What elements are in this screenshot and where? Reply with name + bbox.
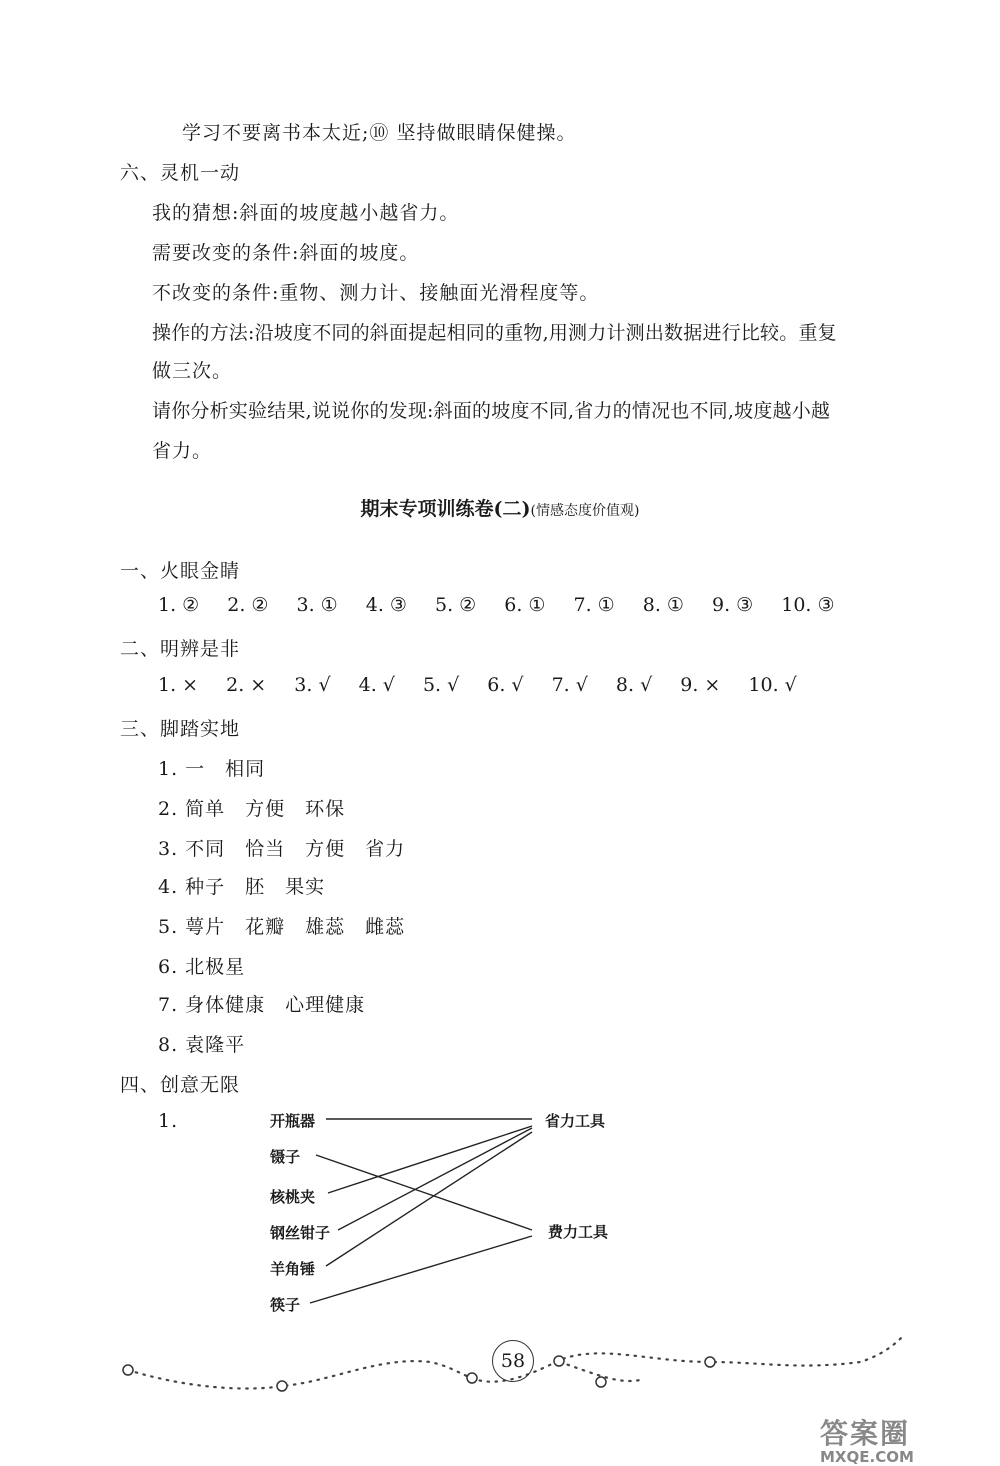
answer-item: 1. × [158, 674, 199, 696]
heading-three: 三、脚踏实地 [120, 718, 241, 740]
dotted-curve [128, 1361, 472, 1388]
page-number: 58 [492, 1340, 534, 1382]
decor-dot [277, 1381, 287, 1391]
answer-item: 3. √ [294, 674, 331, 696]
answer-item: 8. ① [642, 594, 684, 616]
answer-item: 3. ① [296, 594, 338, 616]
text-change: 需要改变的条件:斜面的坡度。 [152, 242, 420, 264]
list-item: 8. 袁隆平 [158, 1034, 246, 1056]
text-line-continuation: 学习不要离书本太近;⑩ 坚持做眼睛保健操。 [182, 122, 577, 144]
right-item-labor-saving: 省力工具 [545, 1112, 606, 1130]
answer-item: 6. √ [487, 674, 524, 696]
heading-six: 六、灵机一动 [120, 162, 241, 184]
answer-item: 1. ② [158, 594, 200, 616]
list-item: 5. 萼片 花瓣 雄蕊 雌蕊 [158, 916, 406, 938]
list-item: 4. 种子 胚 果实 [158, 876, 326, 898]
text-method-2: 做三次。 [152, 360, 233, 382]
text-result-2: 省力。 [152, 440, 213, 462]
decor-dot [596, 1377, 606, 1387]
answer-item: 8. √ [615, 674, 653, 696]
answer-item: 2. ② [227, 594, 269, 616]
right-item-labor-consuming: 费力工具 [548, 1223, 609, 1241]
heading-four: 四、创意无限 [120, 1074, 241, 1096]
watermark-url: MXQE.COM [820, 1448, 914, 1466]
text-result-1: 请你分析实验结果,说说你的发现:斜面的坡度不同,省力的情况也不同,坡度越小越 [152, 400, 831, 422]
heading-one: 一、火眼金睛 [120, 560, 241, 582]
decor-dot [554, 1356, 564, 1366]
exam-subtitle: (情感态度价值观) [530, 503, 640, 519]
answer-item: 5. ② [435, 594, 477, 616]
watermark-logo [820, 1412, 914, 1466]
answer-item: 10. √ [748, 674, 797, 696]
heading-two: 二、明辨是非 [120, 638, 241, 660]
list-item: 1. 一 相同 [158, 758, 266, 780]
list-item: 7. 身体健康 心理健康 [158, 994, 366, 1016]
answer-item: 6. ① [504, 594, 546, 616]
text-guess: 我的猜想:斜面的坡度越小越省力。 [152, 202, 460, 224]
answer-item: 4. √ [358, 674, 395, 696]
left-item-pliers: 钢丝钳子 [270, 1224, 331, 1242]
answer-item: 9. × [680, 674, 721, 696]
decor-dot [705, 1357, 715, 1367]
answer-item: 4. ③ [365, 594, 407, 616]
decor-dot [123, 1365, 133, 1375]
answer-item: 10. ③ [781, 594, 835, 616]
answer-item: 2. × [226, 674, 267, 696]
left-item-nutcracker: 核桃夹 [270, 1188, 316, 1206]
exam-title-main: 期末专项训练卷(二) [360, 498, 531, 520]
left-item-bottle-opener: 开瓶器 [270, 1112, 316, 1130]
item-number: 1. [158, 1110, 179, 1132]
decor-dot [467, 1373, 477, 1383]
text-nochange: 不改变的条件:重物、测力计、接触面光滑程度等。 [152, 282, 600, 304]
answer-item: 5. √ [422, 674, 460, 696]
watermark-text: 答案圈 [820, 1417, 911, 1450]
left-item-chopsticks: 筷子 [270, 1296, 301, 1314]
text-method-1: 操作的方法:沿坡度不同的斜面提起相同的重物,用测力计测出数据进行比较。重复 [152, 322, 837, 344]
answer-item: 9. ③ [712, 594, 754, 616]
list-item: 3. 不同 恰当 方便 省力 [158, 838, 406, 860]
list-item: 6. 北极星 [158, 956, 246, 978]
list-item: 2. 简单 方便 环保 [158, 798, 346, 820]
left-item-tweezers: 镊子 [270, 1148, 301, 1166]
answer-item: 7. √ [551, 674, 588, 696]
dotted-curve [472, 1334, 905, 1382]
left-item-claw-hammer: 羊角锤 [270, 1260, 316, 1278]
answer-item: 7. ① [573, 594, 615, 616]
